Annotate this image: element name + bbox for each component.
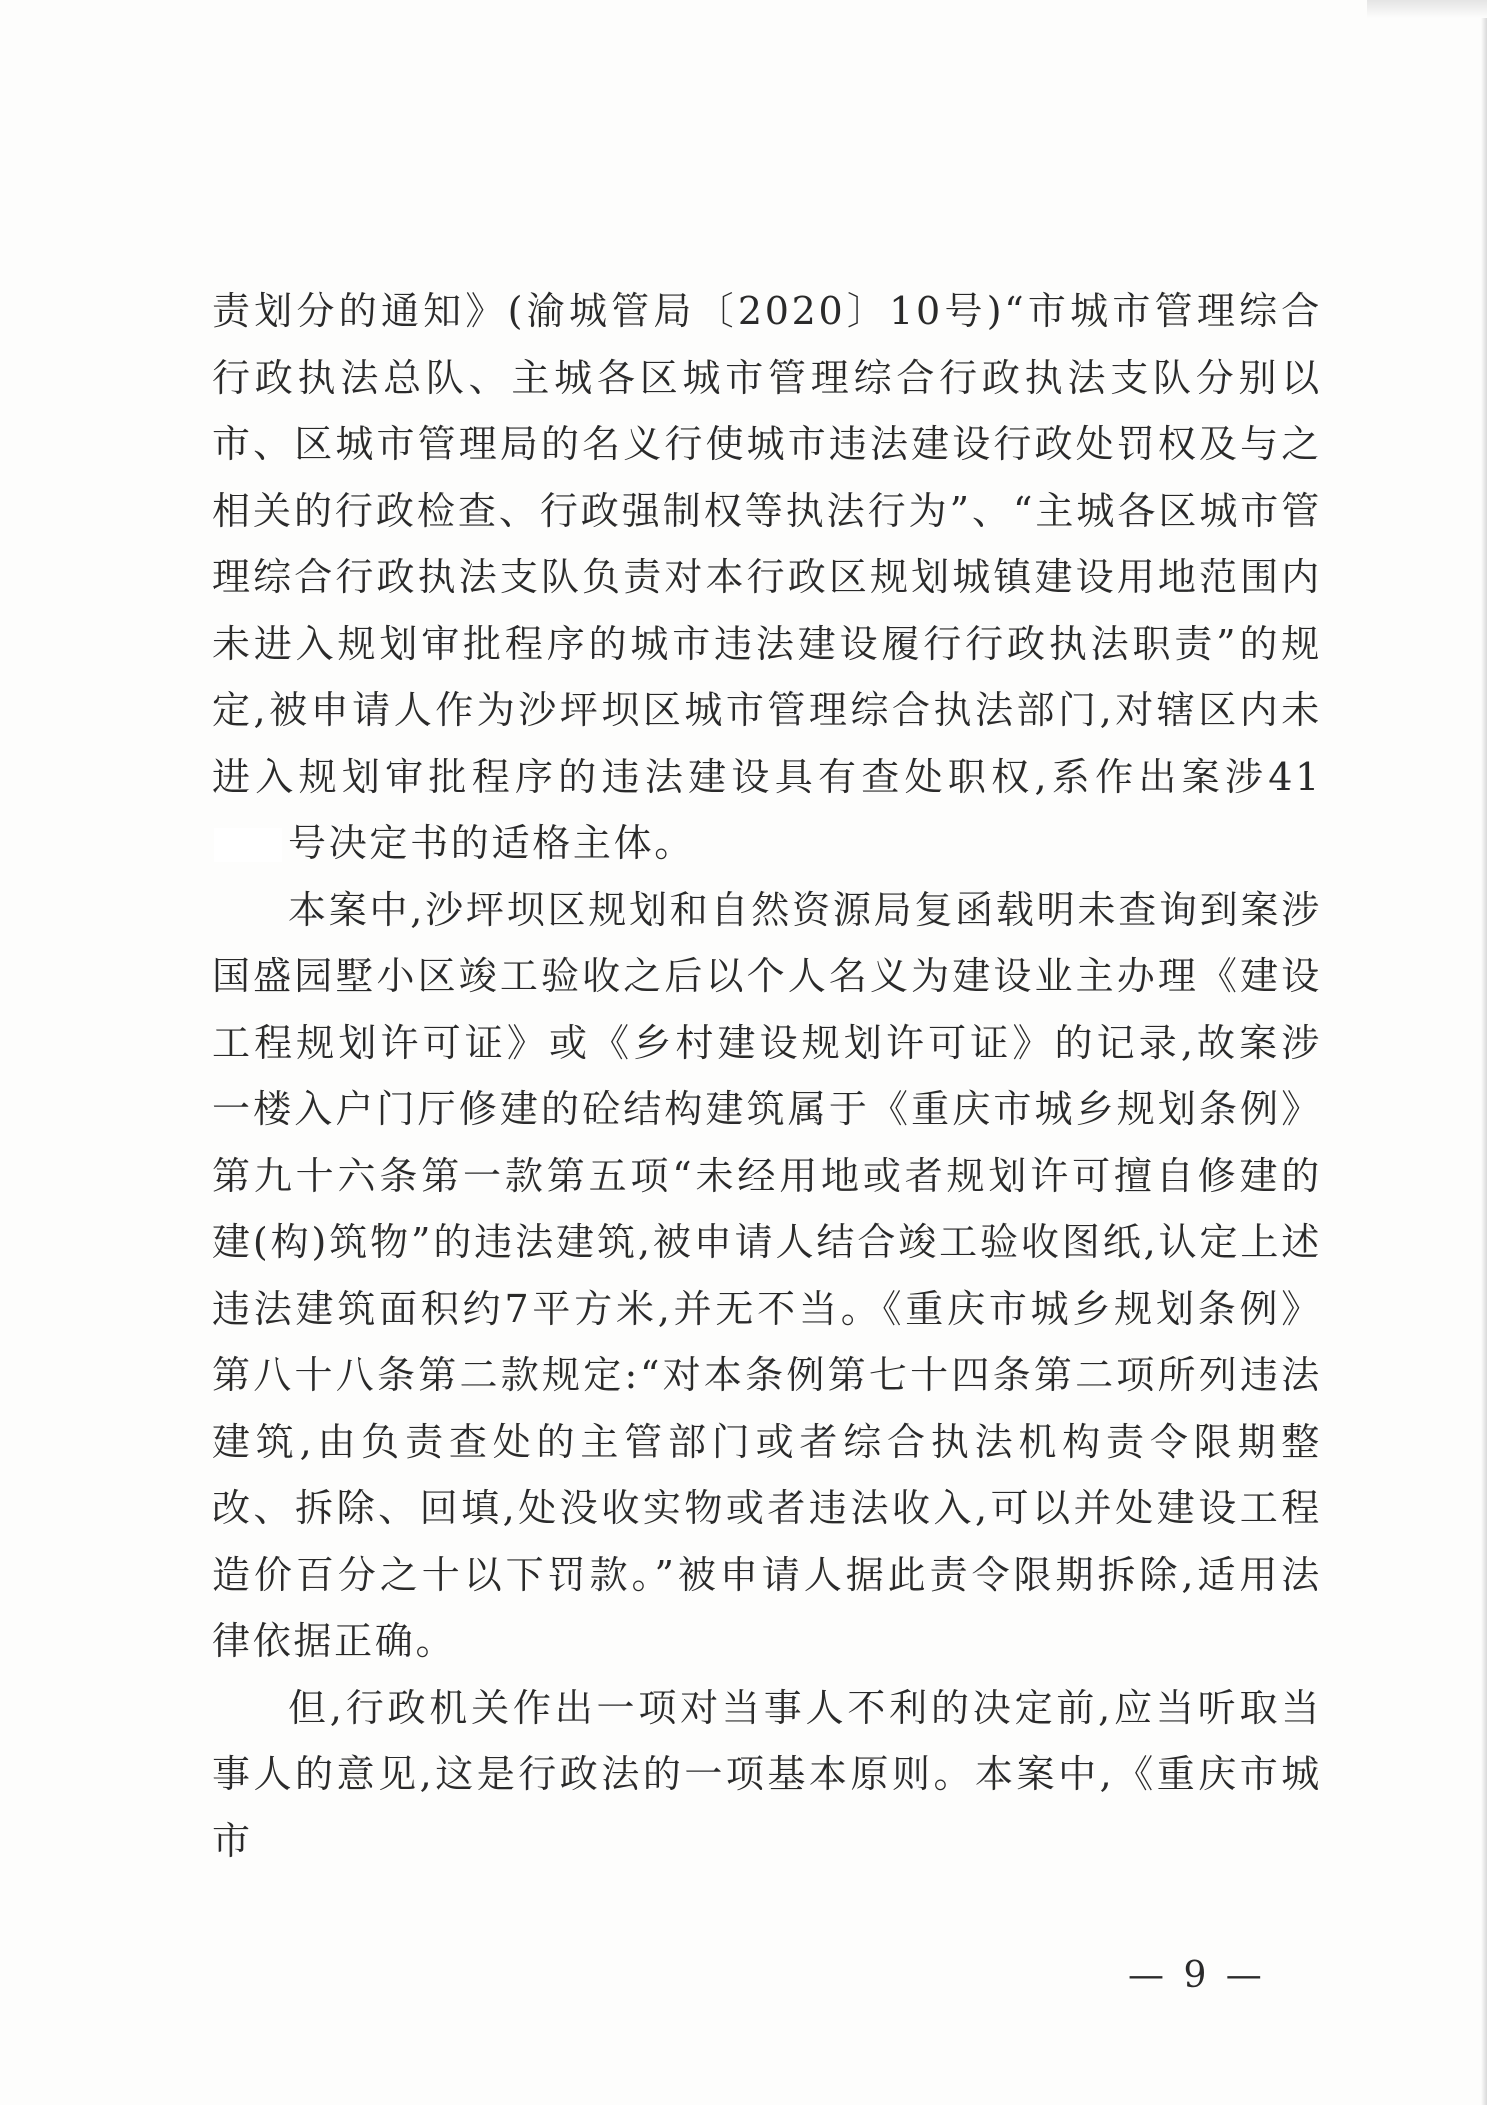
page-number: — 9 —	[1128, 1955, 1266, 1996]
scan-corner-shadow	[1367, 0, 1487, 18]
scan-edge-shadow	[1481, 0, 1487, 2105]
paragraph-text: 责划分的通知》(渝城管局〔2020〕10号)“市城市管理综合行政执法总队、主城各区城市管理综合行政执法支队分别以市、区城市管理局的名义行使城市违法建设行政处罚权及与之相关的行政检查、行政强制权等执法行为”、“主城各区城市管理综合行政执法支队负责对本行政区规划城镇建设用地范围内未进入规划审批程序的城市违法建设履行行政执法职责”的规定,被申请人作为沙坪坝区城市管理综合执法部门,对辖区内未进入规划审批程序的违法建设具有查处职权,系作出案涉41	[212, 289, 1322, 799]
paragraph-jurisdiction	[212, 278, 1322, 877]
redaction-box	[214, 828, 282, 862]
paragraph-case-facts: 本案中,沙坪坝区规划和自然资源局复函载明未查询到案涉国盛园墅小区竣工验收之后以个人名义为建设业主办理《建设工程规划许可证》或《乡村建设规划许可证》的记录,故案涉一楼入户门厅修建的砼结构建筑属于《重庆市城乡规划条例》第九十六条第一款第五项“未经用地或者规划许可擅自修建的建(构)筑物”的违法建筑,被申请人结合竣工验收图纸,认定上述违法建筑面积约7平方米,并无不当。《重庆市城乡规划条例》第八十八条第二款规定:“对本条例第七十四条第二项所列违法建筑,由负责查处的主管部门或者综合执法机构责令限期整改、拆除、回填,处没收实物或者违法收入,可以并处建设工程造价百分之十以下罚款。”被申请人据此责令限期拆除,适用法律依据正确。	[212, 887, 1322, 1663]
paragraph-text-continued: 号决定书的适格主体。	[288, 821, 696, 865]
document-body	[212, 278, 1322, 1874]
paragraph-hearing-principle: 但,行政机关作出一项对当事人不利的决定前,应当听取当事人的意见,这是行政法的一项基本原则。本案中,《重庆市城市	[212, 1685, 1322, 1863]
